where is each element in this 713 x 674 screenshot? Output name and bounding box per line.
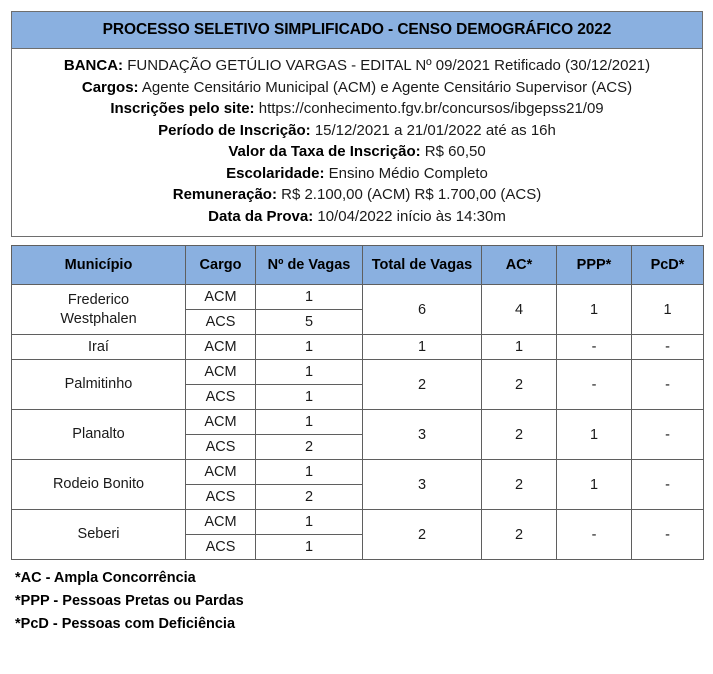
ppp-cell: -: [557, 360, 632, 410]
total-vacancies-cell: 1: [363, 335, 482, 360]
table-header: [12, 246, 704, 285]
info-line-value: 10/04/2022 início às 14:30m: [313, 207, 506, 225]
role-cell: ACM: [186, 460, 256, 485]
info-line: [12, 55, 702, 77]
info-line-label: Período de Inscrição:: [158, 121, 311, 139]
vacancies-cell: 2: [256, 485, 363, 510]
vacancies-cell: 1: [256, 460, 363, 485]
role-cell: ACM: [186, 360, 256, 385]
table-row: [12, 285, 704, 310]
role-cell: ACS: [186, 385, 256, 410]
role-cell: ACS: [186, 535, 256, 560]
table-row: [12, 460, 704, 485]
vacancies-cell: 1: [256, 535, 363, 560]
vacancies-cell: 1: [256, 510, 363, 535]
table-row: [12, 335, 704, 360]
municipality-line: Frederico: [67, 291, 130, 308]
info-line-value: R$ 60,50: [420, 143, 486, 160]
role-cell: ACM: [186, 285, 256, 310]
ac-cell: 2: [482, 360, 557, 410]
ac-cell: 1: [482, 335, 557, 360]
ac-cell: 2: [482, 460, 557, 510]
pcd-cell: -: [632, 335, 704, 360]
info-line-value: Ensino Médio Completo: [324, 164, 488, 182]
info-line-list: [12, 49, 702, 236]
role-cell: ACS: [186, 485, 256, 510]
ac-cell: 4: [482, 285, 557, 335]
info-line-value: R$ 2.100,00 (ACM) R$ 1.700,00 (ACS): [276, 186, 542, 203]
info-line-label: Remuneração:: [172, 186, 277, 203]
info-line: [12, 163, 702, 185]
vacancies-cell: 1: [256, 410, 363, 435]
vacancy-table: [11, 245, 704, 560]
vacancies-cell: 1: [256, 285, 363, 310]
total-vacancies-cell: 3: [363, 460, 482, 510]
pcd-cell: -: [632, 410, 704, 460]
table-body: [12, 285, 704, 560]
info-line-value: 15/12/2021 a 21/01/2022 até as 16h: [310, 121, 556, 139]
vacancies-cell: 1: [256, 360, 363, 385]
info-line: [12, 120, 702, 142]
municipality-cell: Planalto: [12, 410, 186, 460]
role-cell: ACM: [186, 510, 256, 535]
role-cell: ACS: [186, 435, 256, 460]
role-cell: ACS: [186, 310, 256, 335]
ac-cell: 2: [482, 410, 557, 460]
ppp-cell: 1: [557, 460, 632, 510]
column-header: AC*: [482, 246, 557, 285]
info-line-label: Valor da Taxa de Inscrição:: [228, 143, 421, 160]
ac-cell: 2: [482, 510, 557, 560]
role-cell: ACM: [186, 335, 256, 360]
column-header: Nº de Vagas: [256, 246, 363, 285]
document-title: PROCESSO SELETIVO SIMPLIFICADO - CENSO DEMOGRÁFICO 2022: [12, 12, 702, 49]
info-line-label: Data da Prova:: [208, 207, 314, 225]
footnote-item: *AC - Ampla Concorrência: [15, 570, 196, 586]
info-line-label: BANCA:: [63, 57, 124, 74]
vacancy-table-container: [11, 245, 703, 560]
pcd-cell: -: [632, 360, 704, 410]
ppp-cell: 1: [557, 410, 632, 460]
vacancies-cell: 2: [256, 435, 363, 460]
pcd-cell: -: [632, 510, 704, 560]
footnote-item: *PcD - Pessoas com Deficiência: [15, 616, 236, 632]
info-line-value: Agente Censitário Municipal (ACM) e Agente Censitário Supervisor (ACS): [138, 78, 633, 96]
municipality-cell: Iraí: [12, 335, 186, 360]
municipality-cell: Seberi: [12, 510, 186, 560]
ppp-cell: -: [557, 510, 632, 560]
table-row: [12, 360, 704, 385]
role-cell: ACM: [186, 410, 256, 435]
pcd-cell: -: [632, 460, 704, 510]
column-header: Cargo: [186, 246, 256, 285]
info-line: [12, 206, 702, 228]
pcd-cell: 1: [632, 285, 704, 335]
total-vacancies-cell: 3: [363, 410, 482, 460]
column-header: PcD*: [632, 246, 704, 285]
info-line-label: Inscrições pelo site:: [110, 100, 255, 117]
info-box: [11, 11, 703, 237]
info-line-label: Cargos:: [81, 78, 139, 96]
column-header: Total de Vagas: [363, 246, 482, 285]
total-vacancies-cell: 2: [363, 510, 482, 560]
vacancies-cell: 1: [256, 385, 363, 410]
info-line: [12, 77, 702, 99]
ppp-cell: 1: [557, 285, 632, 335]
info-line-value: https://conhecimento.fgv.br/concursos/ibgepss21/09: [254, 100, 604, 117]
column-header: Município: [12, 246, 186, 285]
total-vacancies-cell: 2: [363, 360, 482, 410]
municipality-cell: Rodeio Bonito: [12, 460, 186, 510]
total-vacancies-cell: 6: [363, 285, 482, 335]
municipality-cell: [12, 285, 186, 335]
vacancies-cell: 1: [256, 335, 363, 360]
table-row: [12, 510, 704, 535]
info-line: [12, 98, 702, 120]
footnote-legend: [11, 567, 703, 636]
info-line-value: FUNDAÇÃO GETÚLIO VARGAS - EDITAL Nº 09/2021 Retificado (30/12/2021): [123, 57, 651, 74]
table-header-row: [12, 246, 704, 285]
municipality-line: Westphalen: [60, 310, 137, 327]
footnote-item: *PPP - Pessoas Pretas ou Pardas: [15, 593, 244, 609]
table-row: [12, 410, 704, 435]
municipality-cell: Palmitinho: [12, 360, 186, 410]
info-line-label: Escolaridade:: [226, 164, 325, 182]
ppp-cell: -: [557, 335, 632, 360]
column-header: PPP*: [557, 246, 632, 285]
info-line: [12, 184, 702, 206]
info-line: [12, 141, 702, 163]
vacancies-cell: 5: [256, 310, 363, 335]
